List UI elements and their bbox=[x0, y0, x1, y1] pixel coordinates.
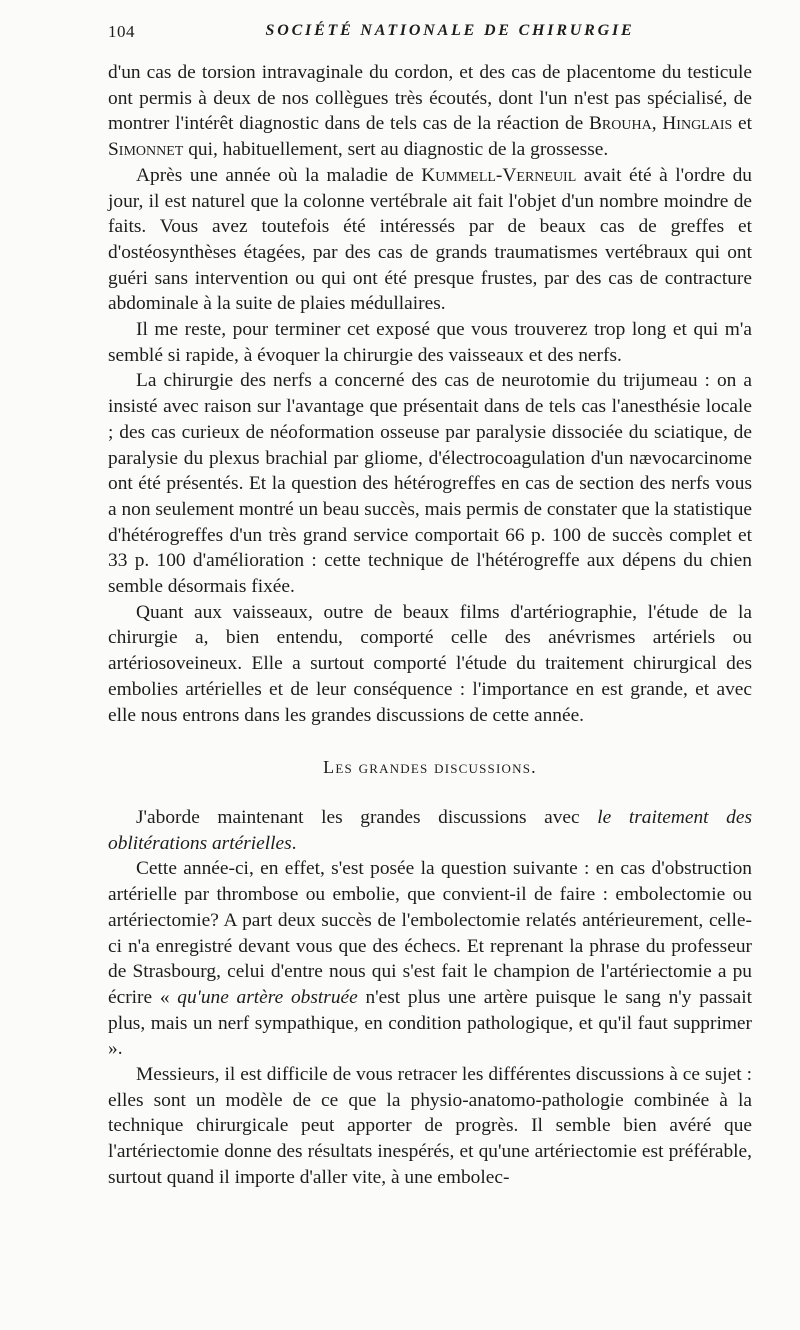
running-head: SOCIÉTÉ NATIONALE DE CHIRURGIE bbox=[265, 22, 635, 39]
paragraph-3: Il me reste, pour terminer cet exposé que vous trouverez trop long et qui m'a semblé si rapide, à évoquer la chirurgie des vaisseaux et des nerfs. bbox=[108, 319, 752, 366]
page-number: 104 bbox=[108, 22, 135, 41]
author-name: Simonnet bbox=[108, 139, 184, 161]
text-run: , bbox=[651, 113, 663, 135]
body-text bbox=[108, 60, 752, 1191]
author-name: Hinglais bbox=[662, 113, 733, 135]
text-run: avait été à l'ordre du jour, il est naturel que la colonne vertébrale ait fait l'objet d'un nombre moindre de faits. Vous avez toutefois été intéressés par de beaux cas de greffes et d'ostéosynthèses étagées, par des cas de grands traumatismes vertébraux qui ont guéri sans intervention ou qui ont été presque frustes, par des cas de contracture abdominale à la suite de plaies médullaires. bbox=[108, 164, 752, 315]
paragraph-7 bbox=[108, 856, 752, 1062]
paragraph-4: La chirurgie des nerfs a concerné des cas de neurotomie du trijumeau : on a insisté avec raison sur l'avantage que présentait dans de tels cas l'anesthésie locale ; des cas curieux de néoformation osseuse par paralysie dissociée du sciatique, de paralysie du plexus brachial par gliome, d'électrocoagulation d'un nævocarcinome ont été présentés. Et la question des hétérogreffes en cas de section des nerfs vous a non seulement montré un beau succès, mais permis de constater que la statistique d'hétérogreffes d'un très grand service comportait 66 p. 100 de succès complet et 33 p. 100 d'amélioration : cette technique de l'hétérogreffe aux dépens du chien semble désormais fixée. bbox=[108, 370, 753, 598]
text-run: J'aborde maintenant les grandes discussions avec bbox=[136, 806, 598, 828]
text-run: n'est plus une artère puisque le sang n'y passait plus, mais un nerf sympathique, en condition pathologique, et qu'il faut supprimer ». bbox=[108, 986, 752, 1060]
text-run: Après une année où la maladie de bbox=[136, 164, 422, 186]
quote-emphasis: qu'une artère obstruée bbox=[177, 986, 358, 1008]
text-run: qui, habituellement, sert au diagnostic de la grossesse. bbox=[183, 139, 609, 161]
paragraph-1 bbox=[108, 60, 752, 163]
author-name: Brouha bbox=[589, 113, 652, 135]
text-run: . bbox=[291, 832, 297, 854]
page-header bbox=[108, 22, 752, 46]
topic-emphasis: le traitement des oblitérations artérielles bbox=[108, 806, 752, 854]
paragraph-5: Quant aux vaisseaux, outre de beaux films d'artériographie, l'étude de la chirurgie a, bien entendu, comporté celle des anévrismes artériels ou artériosoveineux. Elle a surtout comporté l'étude du traitement chirurgical des embolies artérielles et de leur conséquence : l'importance en est grande, et avec elle nous entrons dans les grandes discussions de cette année. bbox=[108, 601, 752, 726]
section-title: Les grandes discussions. bbox=[323, 757, 537, 778]
text-run: d'un cas de torsion intravaginale du cordon, et des cas de placentome du testicule ont permis à deux de nos collègues très écoutés, dont l'un n'est pas spécialisé, de montrer l'intérêt diagnostic dans de tels cas de la réaction de bbox=[108, 62, 752, 135]
text-run: Cette année-ci, en effet, s'est posée la question suivante : en cas d'obstruction artérielle par thrombose ou embolie, que convient-il de faire : embolectomie ou artériectomie? A part deux succès de l'embolectomie relatés antérieurement, celle-ci n'a enregistré devant vous que des échecs. Et reprenant la phrase du professeur de Strasbourg, celui d'entre nous qui s'est fait le champion de l'artériectomie a pu écrire « bbox=[108, 858, 752, 1008]
disease-name: Kummell-Verneuil bbox=[421, 164, 577, 186]
paragraph-8: Messieurs, il est difficile de vous retracer les différentes discussions à ce sujet : elles sont un modèle de ce que la physio-anatomo-pathologie combinée à la technique chirurgicale peut apporter de progrès. Il semble bien avéré que l'artériectomie donne des résultats inespérés, et qu'une artériectomie est préférable, surtout quand il importe d'aller vite, à une embolec- bbox=[108, 1064, 752, 1188]
paragraph-6 bbox=[108, 805, 752, 856]
paragraph-2 bbox=[108, 163, 752, 317]
text-run: et bbox=[732, 113, 753, 135]
